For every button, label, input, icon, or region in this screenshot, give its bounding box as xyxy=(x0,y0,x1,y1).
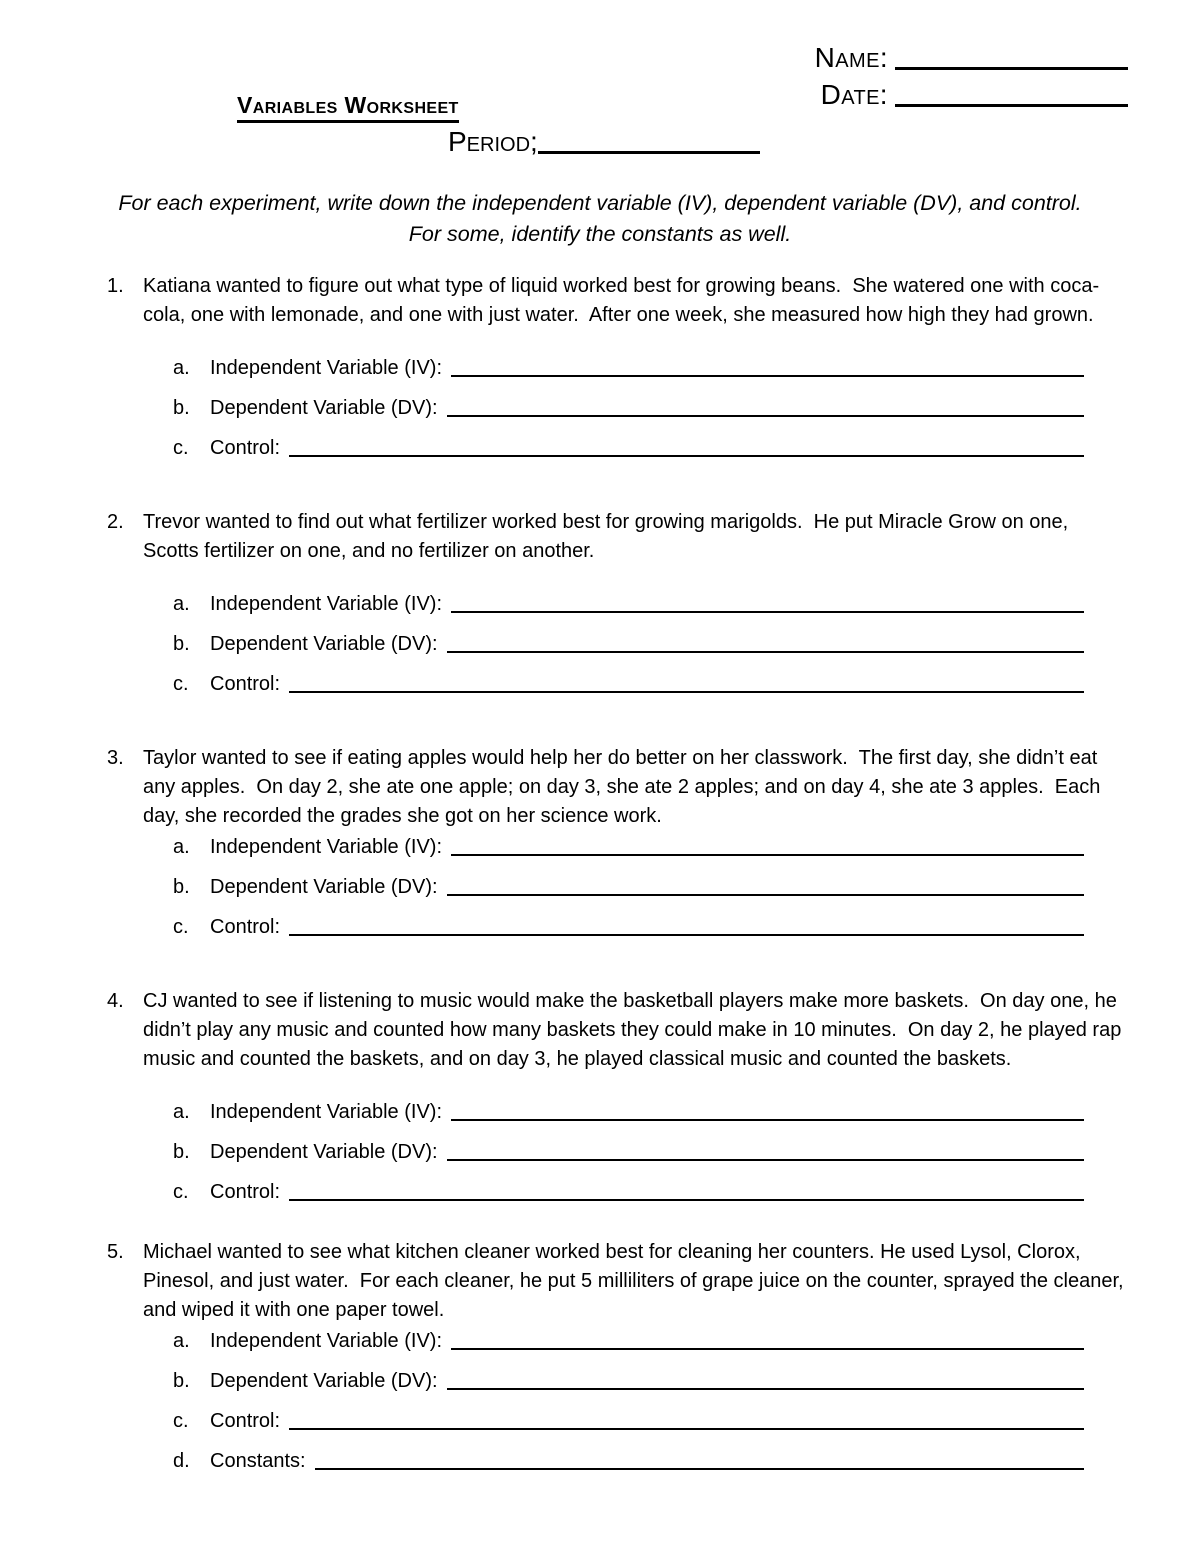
question-4 xyxy=(107,987,1128,1204)
answer-blank-line[interactable] xyxy=(447,415,1084,417)
field-label: Dependent Variable (DV): xyxy=(210,876,438,898)
name-label: Name: xyxy=(814,42,888,73)
field-letter: a. xyxy=(173,1101,190,1123)
field-label: Independent Variable (IV): xyxy=(210,1330,443,1352)
field-label: Independent Variable (IV): xyxy=(210,836,443,858)
field-label: Control: xyxy=(210,437,281,459)
instructions-line-1: For each experiment, write down the independent variable (IV), dependent variable (DV), and control. xyxy=(118,191,1082,215)
field-label: Control: xyxy=(210,916,281,938)
answer-blank-line[interactable] xyxy=(447,1388,1084,1390)
field-dependent-variable xyxy=(173,1140,1128,1164)
answer-blank-line[interactable] xyxy=(289,1199,1084,1201)
field-letter: a. xyxy=(173,836,190,858)
field-dependent-variable xyxy=(173,875,1128,899)
name-row xyxy=(815,42,1128,74)
field-letter: a. xyxy=(173,1330,190,1352)
field-letter: c. xyxy=(173,1410,189,1432)
question-3-fields xyxy=(173,835,1128,939)
instructions-line-2: For some, identify the constants as well. xyxy=(408,222,792,246)
question-2 xyxy=(107,508,1128,696)
field-label: Constants: xyxy=(210,1450,306,1472)
answer-blank-line[interactable] xyxy=(447,1159,1084,1161)
field-label: Dependent Variable (DV): xyxy=(210,1370,438,1392)
field-label: Independent Variable (IV): xyxy=(210,1101,443,1123)
name-blank-line[interactable] xyxy=(895,67,1128,70)
period-label: Period; xyxy=(448,126,538,157)
instructions xyxy=(0,188,1200,250)
question-3-row xyxy=(107,744,1128,831)
field-letter: a. xyxy=(173,593,190,615)
field-label: Independent Variable (IV): xyxy=(210,357,443,379)
field-label: Control: xyxy=(210,673,281,695)
field-letter: b. xyxy=(173,633,190,655)
field-independent-variable xyxy=(173,1329,1128,1353)
answer-blank-line[interactable] xyxy=(315,1468,1084,1470)
field-label: Control: xyxy=(210,1181,281,1203)
field-letter: a. xyxy=(173,357,190,379)
question-1-row xyxy=(107,272,1128,330)
field-control xyxy=(173,436,1128,460)
field-letter: d. xyxy=(173,1450,190,1472)
field-letter: b. xyxy=(173,397,190,419)
field-dependent-variable xyxy=(173,1369,1128,1393)
answer-blank-line[interactable] xyxy=(451,1119,1084,1121)
field-independent-variable xyxy=(173,356,1128,380)
field-label: Control: xyxy=(210,1410,281,1432)
date-row xyxy=(815,79,1128,111)
field-label: Dependent Variable (DV): xyxy=(210,1141,438,1163)
question-number: 2. xyxy=(107,511,124,533)
field-control xyxy=(173,672,1128,696)
question-number: 1. xyxy=(107,275,124,297)
answer-blank-line[interactable] xyxy=(289,691,1084,693)
name-date-block xyxy=(815,42,1128,116)
field-letter: b. xyxy=(173,1141,190,1163)
answer-blank-line[interactable] xyxy=(447,651,1084,653)
field-control xyxy=(173,915,1128,939)
question-number: 5. xyxy=(107,1241,124,1263)
answer-blank-line[interactable] xyxy=(289,455,1084,457)
question-5-fields xyxy=(173,1329,1128,1473)
question-4-row xyxy=(107,987,1128,1074)
question-1-fields xyxy=(173,356,1128,460)
field-independent-variable xyxy=(173,592,1128,616)
field-independent-variable xyxy=(173,1100,1128,1124)
field-letter: c. xyxy=(173,916,189,938)
question-1 xyxy=(107,272,1128,460)
field-letter: c. xyxy=(173,437,189,459)
field-letter: c. xyxy=(173,673,189,695)
question-text: Trevor wanted to find out what fertilizer worked best for growing marigolds. He put Miracle Grow on one, Scotts fertilizer on one, and no fertilizer on another. xyxy=(143,511,1074,562)
answer-blank-line[interactable] xyxy=(447,894,1084,896)
question-number: 4. xyxy=(107,990,124,1012)
field-label: Independent Variable (IV): xyxy=(210,593,443,615)
field-letter: c. xyxy=(173,1181,189,1203)
question-text: CJ wanted to see if listening to music would make the basketball players make more baskets. On day one, he didn’t play any music and counted how many baskets they could make in 10 minutes. On day 2, he played rap music and counted the baskets, and on day 3, he played classical music and counted the baskets. xyxy=(143,990,1127,1070)
field-independent-variable xyxy=(173,835,1128,859)
question-list xyxy=(0,272,1200,1473)
question-number: 3. xyxy=(107,747,124,769)
field-letter: b. xyxy=(173,1370,190,1392)
field-dependent-variable xyxy=(173,632,1128,656)
question-text: Katiana wanted to figure out what type of liquid worked best for growing beans. She watered one with coca-cola, one with lemonade, and one with just water. After one week, she measured how high they had grown. xyxy=(143,275,1100,326)
field-control xyxy=(173,1180,1128,1204)
question-2-fields xyxy=(173,592,1128,696)
period-row xyxy=(448,126,1200,158)
answer-blank-line[interactable] xyxy=(451,375,1084,377)
field-label: Dependent Variable (DV): xyxy=(210,397,438,419)
date-blank-line[interactable] xyxy=(895,104,1128,107)
answer-blank-line[interactable] xyxy=(451,1348,1084,1350)
answer-blank-line[interactable] xyxy=(451,611,1084,613)
answer-blank-line[interactable] xyxy=(289,934,1084,936)
question-text: Taylor wanted to see if eating apples would help her do better on her classwork. The first day, she didn’t eat any apples. On day 2, she ate one apple; on day 3, she ate 2 apples; and on day 4, she ate 3 apples. Each day, she recorded the grades she got on her science work. xyxy=(143,747,1106,827)
question-4-fields xyxy=(173,1100,1128,1204)
question-3 xyxy=(107,744,1128,939)
field-letter: b. xyxy=(173,876,190,898)
date-label: Date: xyxy=(820,79,888,110)
answer-blank-line[interactable] xyxy=(451,854,1084,856)
field-dependent-variable xyxy=(173,396,1128,420)
field-control xyxy=(173,1409,1128,1433)
field-constants xyxy=(173,1449,1128,1473)
question-2-row xyxy=(107,508,1128,566)
question-5-row xyxy=(107,1238,1128,1325)
period-blank-line[interactable] xyxy=(538,151,760,154)
answer-blank-line[interactable] xyxy=(289,1428,1084,1430)
question-text: Michael wanted to see what kitchen cleaner worked best for cleaning her counters. He used Lysol, Clorox, Pinesol, and just water. For each cleaner, he put 5 milliliters of grape juice on the counter, sprayed the cleaner, and wiped it with one paper towel. xyxy=(143,1241,1130,1321)
page-title: Variables Worksheet xyxy=(237,92,459,123)
question-5 xyxy=(107,1238,1128,1473)
field-label: Dependent Variable (DV): xyxy=(210,633,438,655)
